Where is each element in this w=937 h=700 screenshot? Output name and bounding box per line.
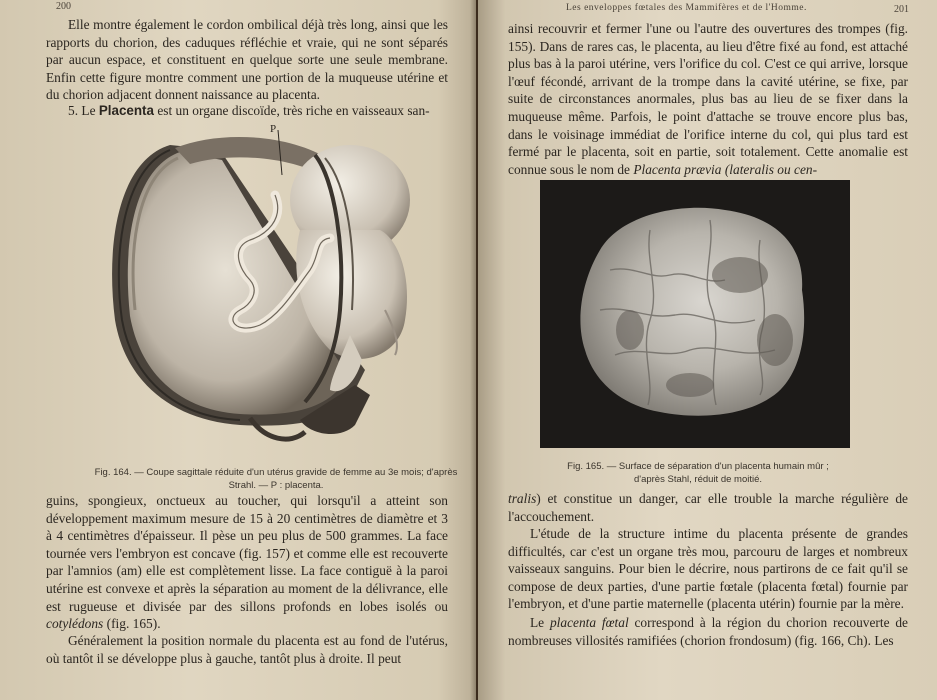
left-paragraph-4: Généralement la position normale du placenta est au fond de l'utérus, où tantôt il se développe plus à gauche, tantôt plus à droite. Il peut xyxy=(46,633,448,666)
figure-164-caption: Fig. 164. — Coupe sagittale réduite d'un utérus gravide de femme au 3e mois; d'après Strahl. — P : placenta. xyxy=(94,467,458,491)
left-paragraph-3: guins, spongieux, onctueux au toucher, qui lorsqu'il a atteint son développement maximum mesure de 15 à 20 centimètres de diamètre et 3 à 4 centimètres d'épaisseur. Il pèse un peu plus de 500 grammes. La face tournée vers l'embryon est concave (fig. 157) et comme elle est recouverte par l'amnios (am) elle est complètement lisse. La face contiguë à la paroi utérine est convexe et après la séparation au moment de la délivrance, elle est rugueuse et divisée par des sillons profonds en lobes isolés ou cotylédons (fig. 165). xyxy=(46,493,448,632)
uterus-illustration xyxy=(100,120,440,450)
placenta-photograph xyxy=(540,180,850,448)
placenta-praevia-term: Placenta prævia (lateralis ou cen- xyxy=(633,161,818,177)
right-paragraph-4: Le placenta fœtal correspond à la région du chorion recouverte de nombreuses villosités ramifiées (chorion frondosum) (fig. 166, Ch). Les xyxy=(508,615,908,648)
figure-165-caption-line-1: Fig. 165. — Surface de séparation d'un placenta humain mûr ; xyxy=(567,461,829,472)
running-head: Les enveloppes fœtales des Mammifères et de l'Homme. xyxy=(566,3,807,13)
tralis-term: tralis xyxy=(508,491,537,506)
figure-165-caption xyxy=(538,460,858,486)
cotyledons-term: cotylédons xyxy=(46,616,104,632)
right-paragraph-1: ainsi recouvrir et fermer l'une ou l'autre des ouvertures des trompes (fig. 155). Dans de rares cas, le placenta, au lieu d'être fixé au fond, est attaché plus bas à la paroi utérine, vers l'orifice du col. C'est ce qui arrive, lorsque l'œuf fécondé, arrivant de la trompe dans la cavité utérine, se fixe, par suite de circonstances anormales, plus bas au lieu de se fixer dans la muqueuse même. Parfois, le point d'attache se trouve encore plus bas, dans le voisinage immédiat de l'orifice interne du col, qui plus tard est fermé par le placenta, soit en partie, soit totalement. Cette anomalie est connue sous le nom de Placenta prævia (lateralis ou cen- xyxy=(508,21,908,177)
page-number-left: 200 xyxy=(56,1,71,12)
page-number-right: 201 xyxy=(894,4,909,15)
right-paragraph-3: L'étude de la structure intime du placenta présente de grandes difficultés, car c'est un organe très mou, parcouru de larges et nombreux vaisseaux sanguins. Pour bien le décrire, nous partirons de ce fait qu'il se compose de deux parties, d'une partie fœtale (placenta fœtal) fournie par l'embryon, et d'une partie maternelle (placenta utérin) fournie par la mère. xyxy=(508,526,908,612)
right-paragraph-2: tralis) et constitue un danger, car elle trouble la marche régulière de l'accouchement. xyxy=(508,491,908,524)
left-paragraph-1: Elle montre également le cordon ombilical déjà très long, ainsi que les rapports du chorion, des caduques réfléchie et vraie, qui ne sont séparés par aucun espace, et constituent en quelque sorte une seule membrane. Enfin cette figure montre comment une portion de la muqueuse utérine et du chorion adjacent donnent naissance au placenta. xyxy=(46,17,448,103)
placenta-heading: Placenta xyxy=(98,103,154,118)
right-page xyxy=(478,0,937,700)
placenta-foetal-term: placenta fœtal xyxy=(549,615,629,630)
left-paragraph-2: 5. Le Placenta est un organe discoïde, très riche en vaisseaux san- xyxy=(68,103,430,118)
figure-165-caption-line-2: d'après Stahl, réduit de moitié. xyxy=(633,474,763,485)
figure-label-p: P xyxy=(270,123,277,135)
